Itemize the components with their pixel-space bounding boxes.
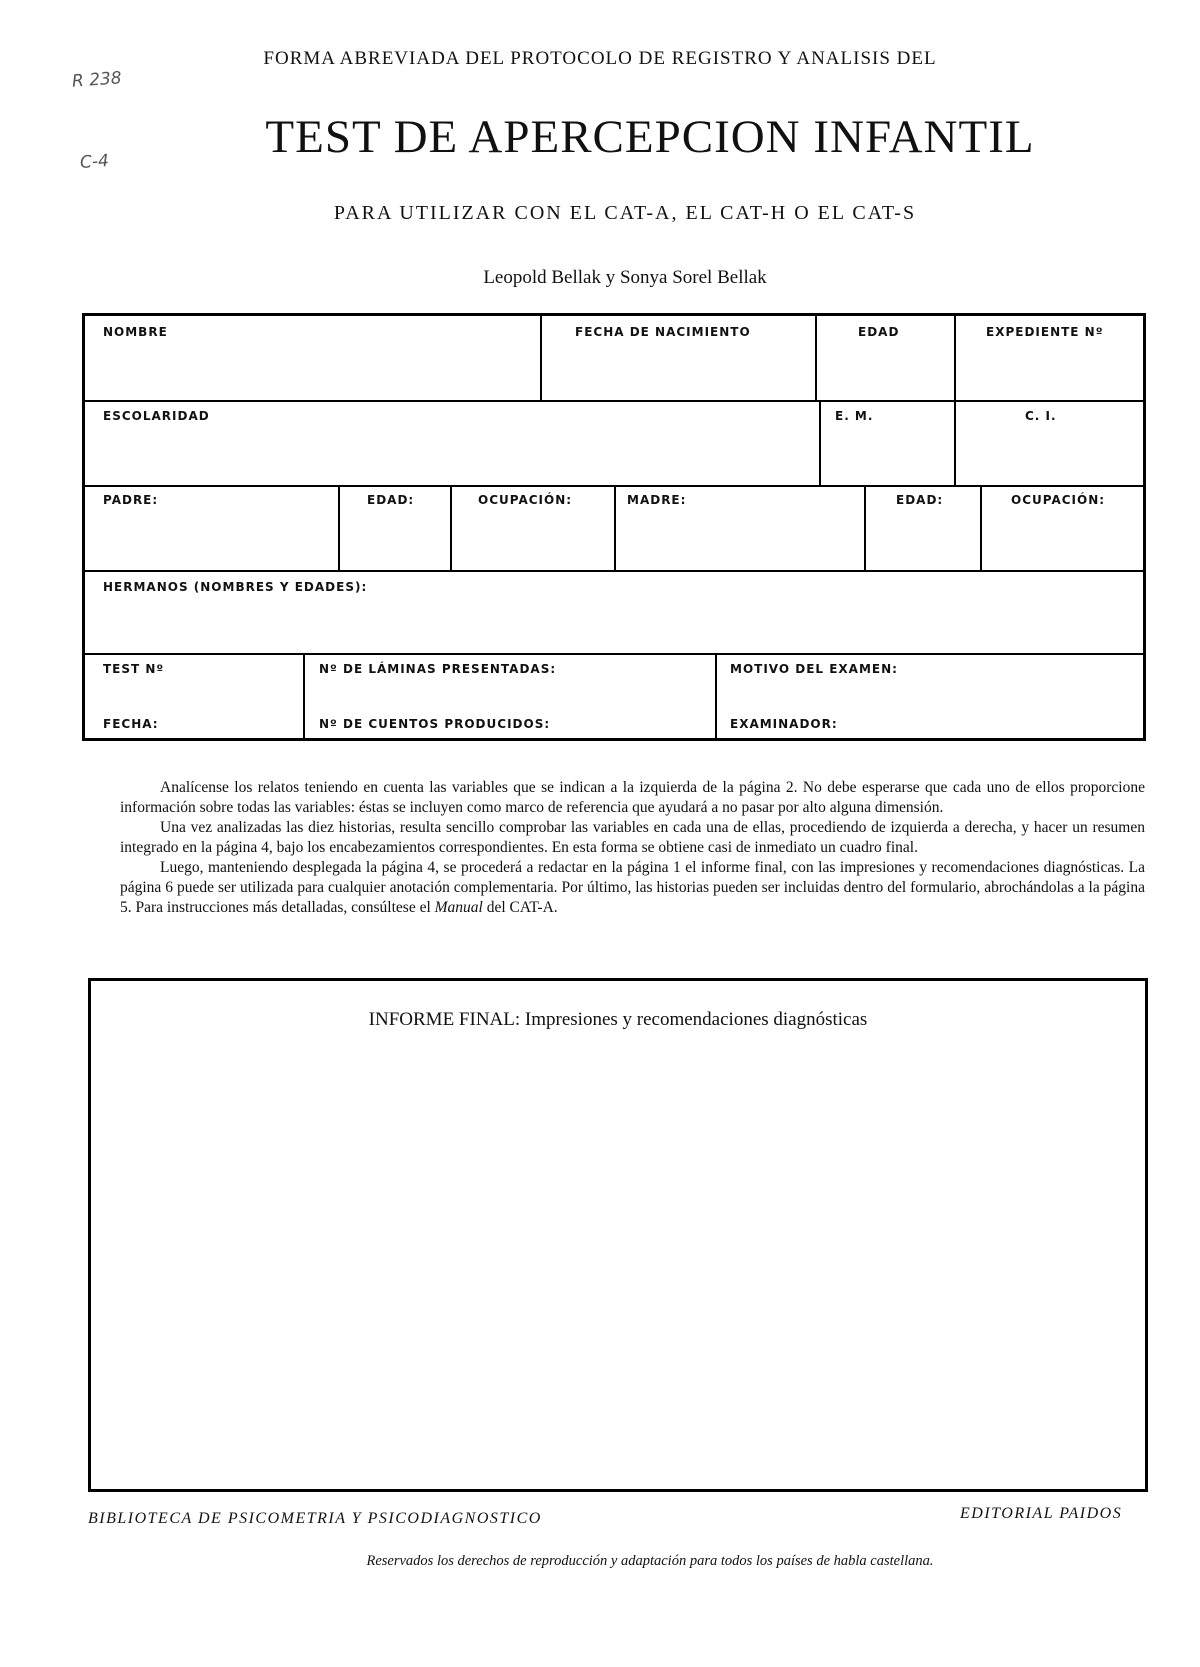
- pre-title: FORMA ABREVIADA DEL PROTOCOLO DE REGISTRO Y ANALISIS DEL: [263, 48, 937, 69]
- field-label-em: E. M.: [835, 409, 874, 423]
- instructions-paragraph-3: [120, 858, 1145, 918]
- page-title: TEST DE APERCEPCION INFANTIL: [265, 111, 1035, 163]
- form-col-divider: [980, 485, 982, 570]
- footer-rights-notice: Reservados los derechos de reproducción y adaptación para todos los países de habla castellana.: [366, 1553, 934, 1569]
- instructions-paragraph-2: Una vez analizadas las diez historias, resulta sencillo comprobar las variables en cada una de ellas, procediendo de izquierda a derecha, y hacer un resumen integrado en la página 4, bajo los encabezamientos correspondientes. En esta forma se obtiene casi de inmediato un cuadro final.: [120, 819, 1145, 856]
- form-col-divider: [815, 316, 817, 400]
- field-label-expediente: EXPEDIENTE Nº: [986, 325, 1104, 339]
- field-label-edad-madre: EDAD:: [896, 493, 944, 507]
- form-col-divider: [338, 485, 340, 570]
- field-label-fecha-nacimiento: FECHA DE NACIMIENTO: [575, 325, 751, 339]
- form-row-divider: [85, 653, 1143, 655]
- form-row-divider: [85, 400, 1143, 402]
- field-label-test-no: TEST Nº: [103, 662, 165, 676]
- field-label-hermanos: HERMANOS (NOMBRES Y EDADES):: [103, 580, 368, 594]
- handwritten-note-reference: R 238: [71, 68, 123, 92]
- field-label-examinador: EXAMINADOR:: [730, 717, 838, 731]
- field-label-laminas: Nº DE LÁMINAS PRESENTADAS:: [319, 662, 557, 676]
- authors: Leopold Bellak y Sonya Sorel Bellak: [483, 267, 767, 288]
- form-col-divider: [715, 653, 717, 741]
- footer-publisher: EDITORIAL PAIDOS: [960, 1505, 1123, 1522]
- field-label-cuentos: Nº DE CUENTOS PRODUCIDOS:: [319, 717, 551, 731]
- final-report-title: INFORME FINAL: Impresiones y recomendaciones diagnósticas: [368, 1009, 868, 1030]
- field-label-nombre: NOMBRE: [103, 325, 168, 339]
- final-report-box: [88, 978, 1148, 1492]
- field-label-padre: PADRE:: [103, 493, 159, 507]
- instructions-paragraph-3-end: del CAT-A.: [482, 899, 558, 916]
- form-row-divider: [85, 570, 1143, 572]
- instructions-paragraph-3-text: Luego, manteniendo desplegada la página 4, se procederá a redactar en la página 1 el informe final, con las impresiones y recomendaciones diagnósticas. La página 6 puede ser utilizada para cualquier anotación complementaria. Por último, las historias pueden ser incluidas dentro del formulario, abrochándolas a la página 5. Para instrucciones más detalladas, consúltese el: [120, 859, 1145, 916]
- field-label-escolaridad: ESCOLARIDAD: [103, 409, 210, 423]
- manual-reference: Manual: [434, 899, 483, 916]
- form-col-divider: [303, 653, 305, 741]
- form-col-divider: [614, 485, 616, 570]
- handwritten-note-code: C-4: [79, 151, 110, 173]
- form-col-divider: [540, 316, 542, 400]
- field-label-fecha: FECHA:: [103, 717, 159, 731]
- form-col-divider: [864, 485, 866, 570]
- field-label-edad-padre: EDAD:: [367, 493, 415, 507]
- identification-form: [82, 313, 1146, 741]
- footer-collection: BIBLIOTECA DE PSICOMETRIA Y PSICODIAGNOSTICO: [88, 1510, 542, 1527]
- field-label-edad: EDAD: [858, 325, 900, 339]
- instructions-paragraph-1: Analícense los relatos teniendo en cuenta las variables que se indican a la izquierda de la página 2. No debe esperarse que cada uno de ellos proporcione información sobre todas las variables: éstas se incluyen como marco de referencia que ayudará a no pasar por alto alguna dimensión.: [120, 779, 1145, 816]
- field-label-madre: MADRE:: [627, 493, 687, 507]
- field-label-ci: C. I.: [1025, 409, 1057, 423]
- form-col-divider: [954, 316, 956, 485]
- field-label-ocupacion-padre: OCUPACIÓN:: [478, 493, 573, 507]
- form-col-divider: [450, 485, 452, 570]
- field-label-motivo: MOTIVO DEL EXAMEN:: [730, 662, 898, 676]
- instructions-text: [120, 778, 1145, 918]
- subtitle: PARA UTILIZAR CON EL CAT-A, EL CAT-H O EL CAT-S: [333, 202, 917, 224]
- field-label-ocupacion-madre: OCUPACIÓN:: [1011, 493, 1106, 507]
- form-col-divider: [819, 400, 821, 485]
